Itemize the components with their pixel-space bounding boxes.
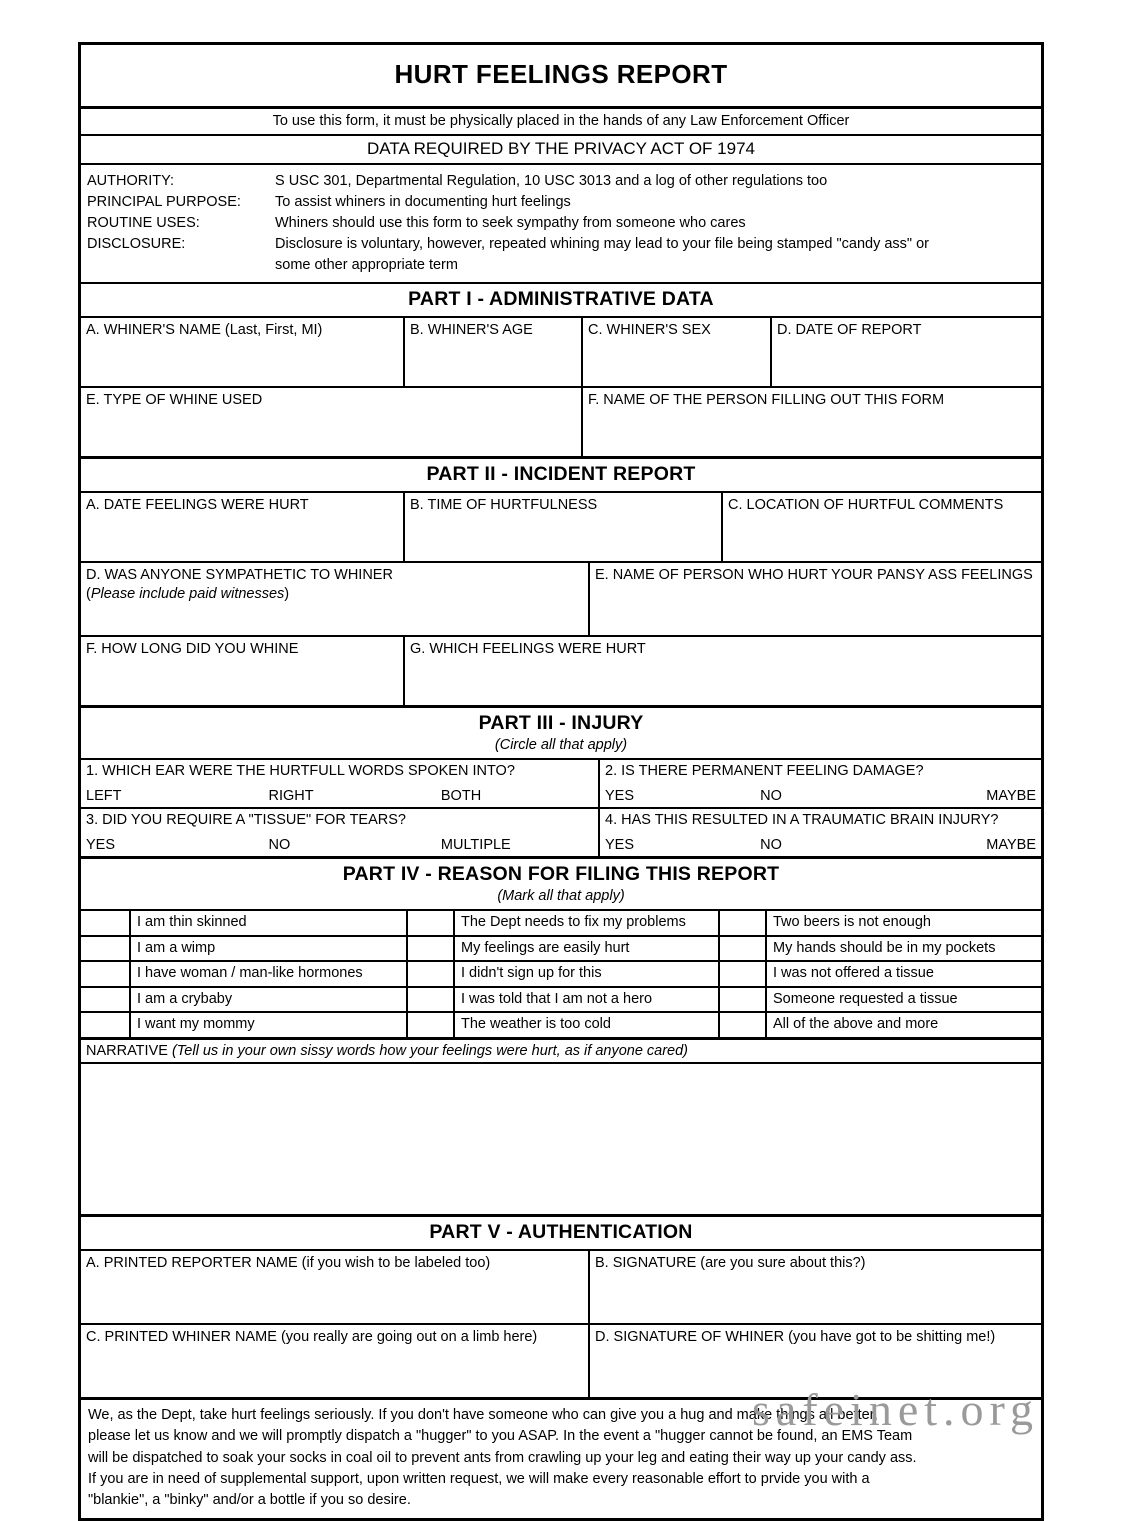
privacy-value-authority: S USC 301, Departmental Regulation, 10 USC 3013 and a log of other regulations too [275,173,828,189]
option-yes-tbi[interactable]: YES [605,837,635,854]
question-traumatic-brain-injury [598,809,1041,856]
part2-row-3 [81,635,1041,705]
question-permanent-damage [598,760,1041,807]
part5-heading: PART V - AUTHENTICATION [81,1214,1041,1249]
part5-row-2 [81,1323,1041,1397]
part5-row-1 [81,1249,1041,1323]
part3-row-2 [81,807,1041,856]
field-whiner-signature[interactable] [588,1325,1041,1397]
field-whiners-sex[interactable] [581,318,770,386]
field-how-long-whine-label: F. HOW LONG DID YOU WHINE [86,641,299,658]
reason-label-all-of-the-above[interactable]: All of the above and more [773,1016,939,1033]
question-tissue-for-tears [81,809,598,856]
table-row [81,960,1041,986]
option-both[interactable]: BOTH [440,788,482,805]
field-person-who-hurt-feelings[interactable] [588,563,1041,635]
reason-label-wimp[interactable]: I am a wimp [131,937,408,961]
question-permanent-damage-text: 2. IS THERE PERMANENT FEELING DAMAGE? [605,763,924,780]
field-anyone-sympathetic-sublabel: (Please include paid witnesses) [86,586,290,603]
part1-row-2 [81,386,1041,456]
reason-checkbox-weather-too-cold[interactable] [408,1013,455,1037]
option-multiple-tissue[interactable]: MULTIPLE [440,837,511,854]
part1-heading: PART I - ADMINISTRATIVE DATA [81,282,1041,316]
privacy-row-principal-purpose [87,192,1035,213]
reason-label-someone-requested-tissue[interactable]: Someone requested a tissue [773,990,958,1007]
field-anyone-sympathetic[interactable] [81,563,588,635]
reason-checkbox-not-offered-tissue[interactable] [720,962,767,986]
part3-instruction: (Circle all that apply) [494,737,628,754]
narrative-header [81,1037,1041,1062]
option-no-tbi[interactable]: NO [760,837,782,854]
field-person-filling-form[interactable] [581,388,1041,456]
reason-checkbox-two-beers[interactable] [720,911,767,935]
part2-row-1 [81,491,1041,561]
field-type-of-whine[interactable] [81,388,581,456]
part4-reason-grid [81,909,1041,1037]
field-date-of-report-label: D. DATE OF REPORT [777,322,922,339]
privacy-act-banner: DATA REQUIRED BY THE PRIVACY ACT OF 1974 [81,134,1041,163]
grid-gutter [81,911,131,935]
part2-heading: PART II - INCIDENT REPORT [81,456,1041,491]
reason-label-not-offered-tissue[interactable]: I was not offered a tissue [773,965,934,982]
option-no-tissue[interactable]: NO [268,837,291,854]
narrative-label: NARRATIVE [86,1042,168,1059]
reason-label-thin-skinned[interactable]: I am thin skinned [131,911,408,935]
field-anyone-sympathetic-sublabel-italic: Please include paid witnesses [90,586,285,603]
option-maybe-tbi[interactable]: MAYBE [986,837,1036,854]
field-reporter-signature[interactable] [588,1251,1041,1323]
footer-line-4: If you are in need of supplemental support, upon written request, we will make every reasonable effort to prvide you with a [88,1470,870,1487]
table-row [81,911,1041,935]
option-left[interactable]: LEFT [86,788,122,805]
field-how-long-whine[interactable] [81,637,403,705]
hurt-feelings-report-form [78,42,1044,1521]
privacy-value-principal-purpose: To assist whiners in documenting hurt feelings [275,194,571,211]
question-which-ear-text: 1. WHICH EAR WERE THE HURTFULL WORDS SPOKEN INTO? [86,763,515,780]
privacy-label-routine-uses: ROUTINE USES: [87,215,200,232]
footer-line-3: will be dispatched to soak your socks in coal oil to prevent ants from crawling up your leg and eating their way up your candy ass. [88,1449,917,1466]
grid-gutter [81,1013,131,1037]
table-row [81,1011,1041,1037]
privacy-value-disclosure: Disclosure is voluntary, however, repeated whining may lead to your file being stamped "candy ass" or [275,236,930,253]
reason-checkbox-hands-in-pockets[interactable] [720,937,767,961]
field-whiners-name-label: A. WHINER'S NAME (Last, First, MI) [86,322,323,339]
reason-checkbox-feelings-easily-hurt[interactable] [408,937,455,961]
field-whiners-name[interactable] [81,318,403,386]
part2-row-2 [81,561,1041,635]
field-time-of-hurtfulness-label: B. TIME OF HURTFULNESS [410,497,598,514]
field-whiners-age[interactable] [403,318,581,386]
field-person-who-hurt-feelings-label: E. NAME OF PERSON WHO HURT YOUR PANSY ASS FEELINGS [595,567,1033,584]
field-which-feelings-hurt[interactable] [403,637,1041,705]
reason-checkbox-didnt-sign-up[interactable] [408,962,455,986]
reason-label-hands-in-pockets[interactable]: My hands should be in my pockets [773,939,996,956]
question-permanent-damage-options [605,788,1036,804]
reason-label-dept-fix-problems[interactable]: The Dept needs to fix my problems [455,911,720,935]
privacy-value-disclosure-continued: some other appropriate term [275,257,458,274]
table-row [81,935,1041,961]
field-date-feelings-hurt-label: A. DATE FEELINGS WERE HURT [86,497,309,514]
reason-label-feelings-easily-hurt[interactable]: My feelings are easily hurt [455,937,720,961]
footer-paragraph [81,1397,1041,1519]
privacy-row-authority [87,171,1035,192]
privacy-label-authority: AUTHORITY: [87,173,175,189]
form-instruction: To use this form, it must be physically placed in the hands of any Law Enforcement Officer [81,106,1041,134]
field-location-hurtful-comments[interactable] [721,493,1041,561]
field-reporter-signature-label: B. SIGNATURE (are you sure about this?) [595,1254,866,1271]
table-row [81,986,1041,1012]
form-title: HURT FEELINGS REPORT [394,59,728,89]
option-no-damage[interactable]: NO [760,788,782,805]
privacy-row-disclosure [87,234,1035,255]
reason-label-want-mommy[interactable]: I want my mommy [131,1013,408,1037]
privacy-act-block [81,163,1041,282]
part3-heading: PART III - INJURY [81,705,1041,737]
question-tissue-for-tears-options [86,837,593,853]
option-yes-tissue[interactable]: YES [86,837,116,854]
part1-row-1 [81,316,1041,386]
footer-line-2: please let us know and we will promptly dispatch a "hugger" to you ASAP. In the event a "hugger cannot be found, an EMS Team [88,1428,913,1445]
field-type-of-whine-label: E. TYPE OF WHINE USED [86,392,263,409]
part4-heading: PART IV - REASON FOR FILING THIS REPORT [81,856,1041,888]
option-yes-damage[interactable]: YES [605,788,635,805]
privacy-label-disclosure: DISCLOSURE: [87,236,186,253]
grid-gutter [81,962,131,986]
field-date-of-report[interactable] [770,318,1041,386]
reason-label-not-a-hero[interactable]: I was told that I am not a hero [455,988,720,1012]
question-traumatic-brain-injury-options [605,837,1036,853]
field-whiners-sex-label: C. WHINER'S SEX [588,322,711,339]
question-traumatic-brain-injury-text: 4. HAS THIS RESULTED IN A TRAUMATIC BRAIN INJURY? [605,812,999,829]
privacy-value-routine-uses: Whiners should use this form to seek sympathy from someone who cares [275,215,746,232]
reason-label-hormones[interactable]: I have woman / man-like hormones [131,962,408,986]
narrative-input[interactable] [81,1062,1041,1214]
field-whiners-age-label: B. WHINER'S AGE [410,322,533,339]
reason-label-didnt-sign-up[interactable]: I didn't sign up for this [455,962,720,986]
reason-checkbox-someone-requested-tissue[interactable] [720,988,767,1012]
field-which-feelings-hurt-label: G. WHICH FEELINGS WERE HURT [410,641,646,658]
question-which-ear [81,760,598,807]
part3-row-1 [81,758,1041,807]
footer-line-5: "blankie", a "binky" and/or a bottle if you so desire. [88,1492,411,1509]
field-printed-whiner-name[interactable] [81,1325,588,1397]
footer-line-1: We, as the Dept, take hurt feelings seriously. If you don't have someone who can give you a hug and make things all better, [88,1406,878,1423]
privacy-row-routine-uses [87,213,1035,234]
option-maybe-damage[interactable]: MAYBE [986,788,1036,805]
field-anyone-sympathetic-label: D. WAS ANYONE SYMPATHETIC TO WHINER [86,567,393,584]
field-time-of-hurtfulness[interactable] [403,493,721,561]
field-printed-whiner-name-label: C. PRINTED WHINER NAME (you really are going out on a limb here) [86,1328,538,1345]
field-date-feelings-hurt[interactable] [81,493,403,561]
part4-instruction: (Mark all that apply) [497,888,625,905]
reason-checkbox-all-of-the-above[interactable] [720,1013,767,1037]
reason-label-crybaby[interactable]: I am a crybaby [131,988,408,1012]
grid-gutter [81,937,131,961]
field-printed-reporter-name[interactable] [81,1251,588,1323]
narrative-instruction: (Tell us in your own sissy words how your feelings were hurt, as if anyone cared) [171,1042,689,1059]
question-tissue-for-tears-text: 3. DID YOU REQUIRE A "TISSUE" FOR TEARS? [86,812,406,829]
reason-checkbox-not-a-hero[interactable] [408,988,455,1012]
option-right[interactable]: RIGHT [268,788,314,805]
field-person-filling-form-label: F. NAME OF THE PERSON FILLING OUT THIS FORM [588,392,945,409]
privacy-label-principal-purpose: PRINCIPAL PURPOSE: [87,194,241,211]
reason-label-weather-too-cold[interactable]: The weather is too cold [455,1013,720,1037]
field-location-hurtful-comments-label: C. LOCATION OF HURTFUL COMMENTS [728,497,1004,514]
grid-gutter [81,988,131,1012]
reason-checkbox-dept-fix-problems[interactable] [408,911,455,935]
watermark-safeinet: safeinet.org [752,1384,1040,1435]
question-which-ear-options [86,788,593,804]
reason-label-two-beers[interactable]: Two beers is not enough [773,914,931,931]
field-whiner-signature-label: D. SIGNATURE OF WHINER (you have got to be shitting me!) [595,1328,996,1345]
field-printed-reporter-name-label: A. PRINTED REPORTER NAME (if you wish to be labeled too) [86,1254,491,1271]
